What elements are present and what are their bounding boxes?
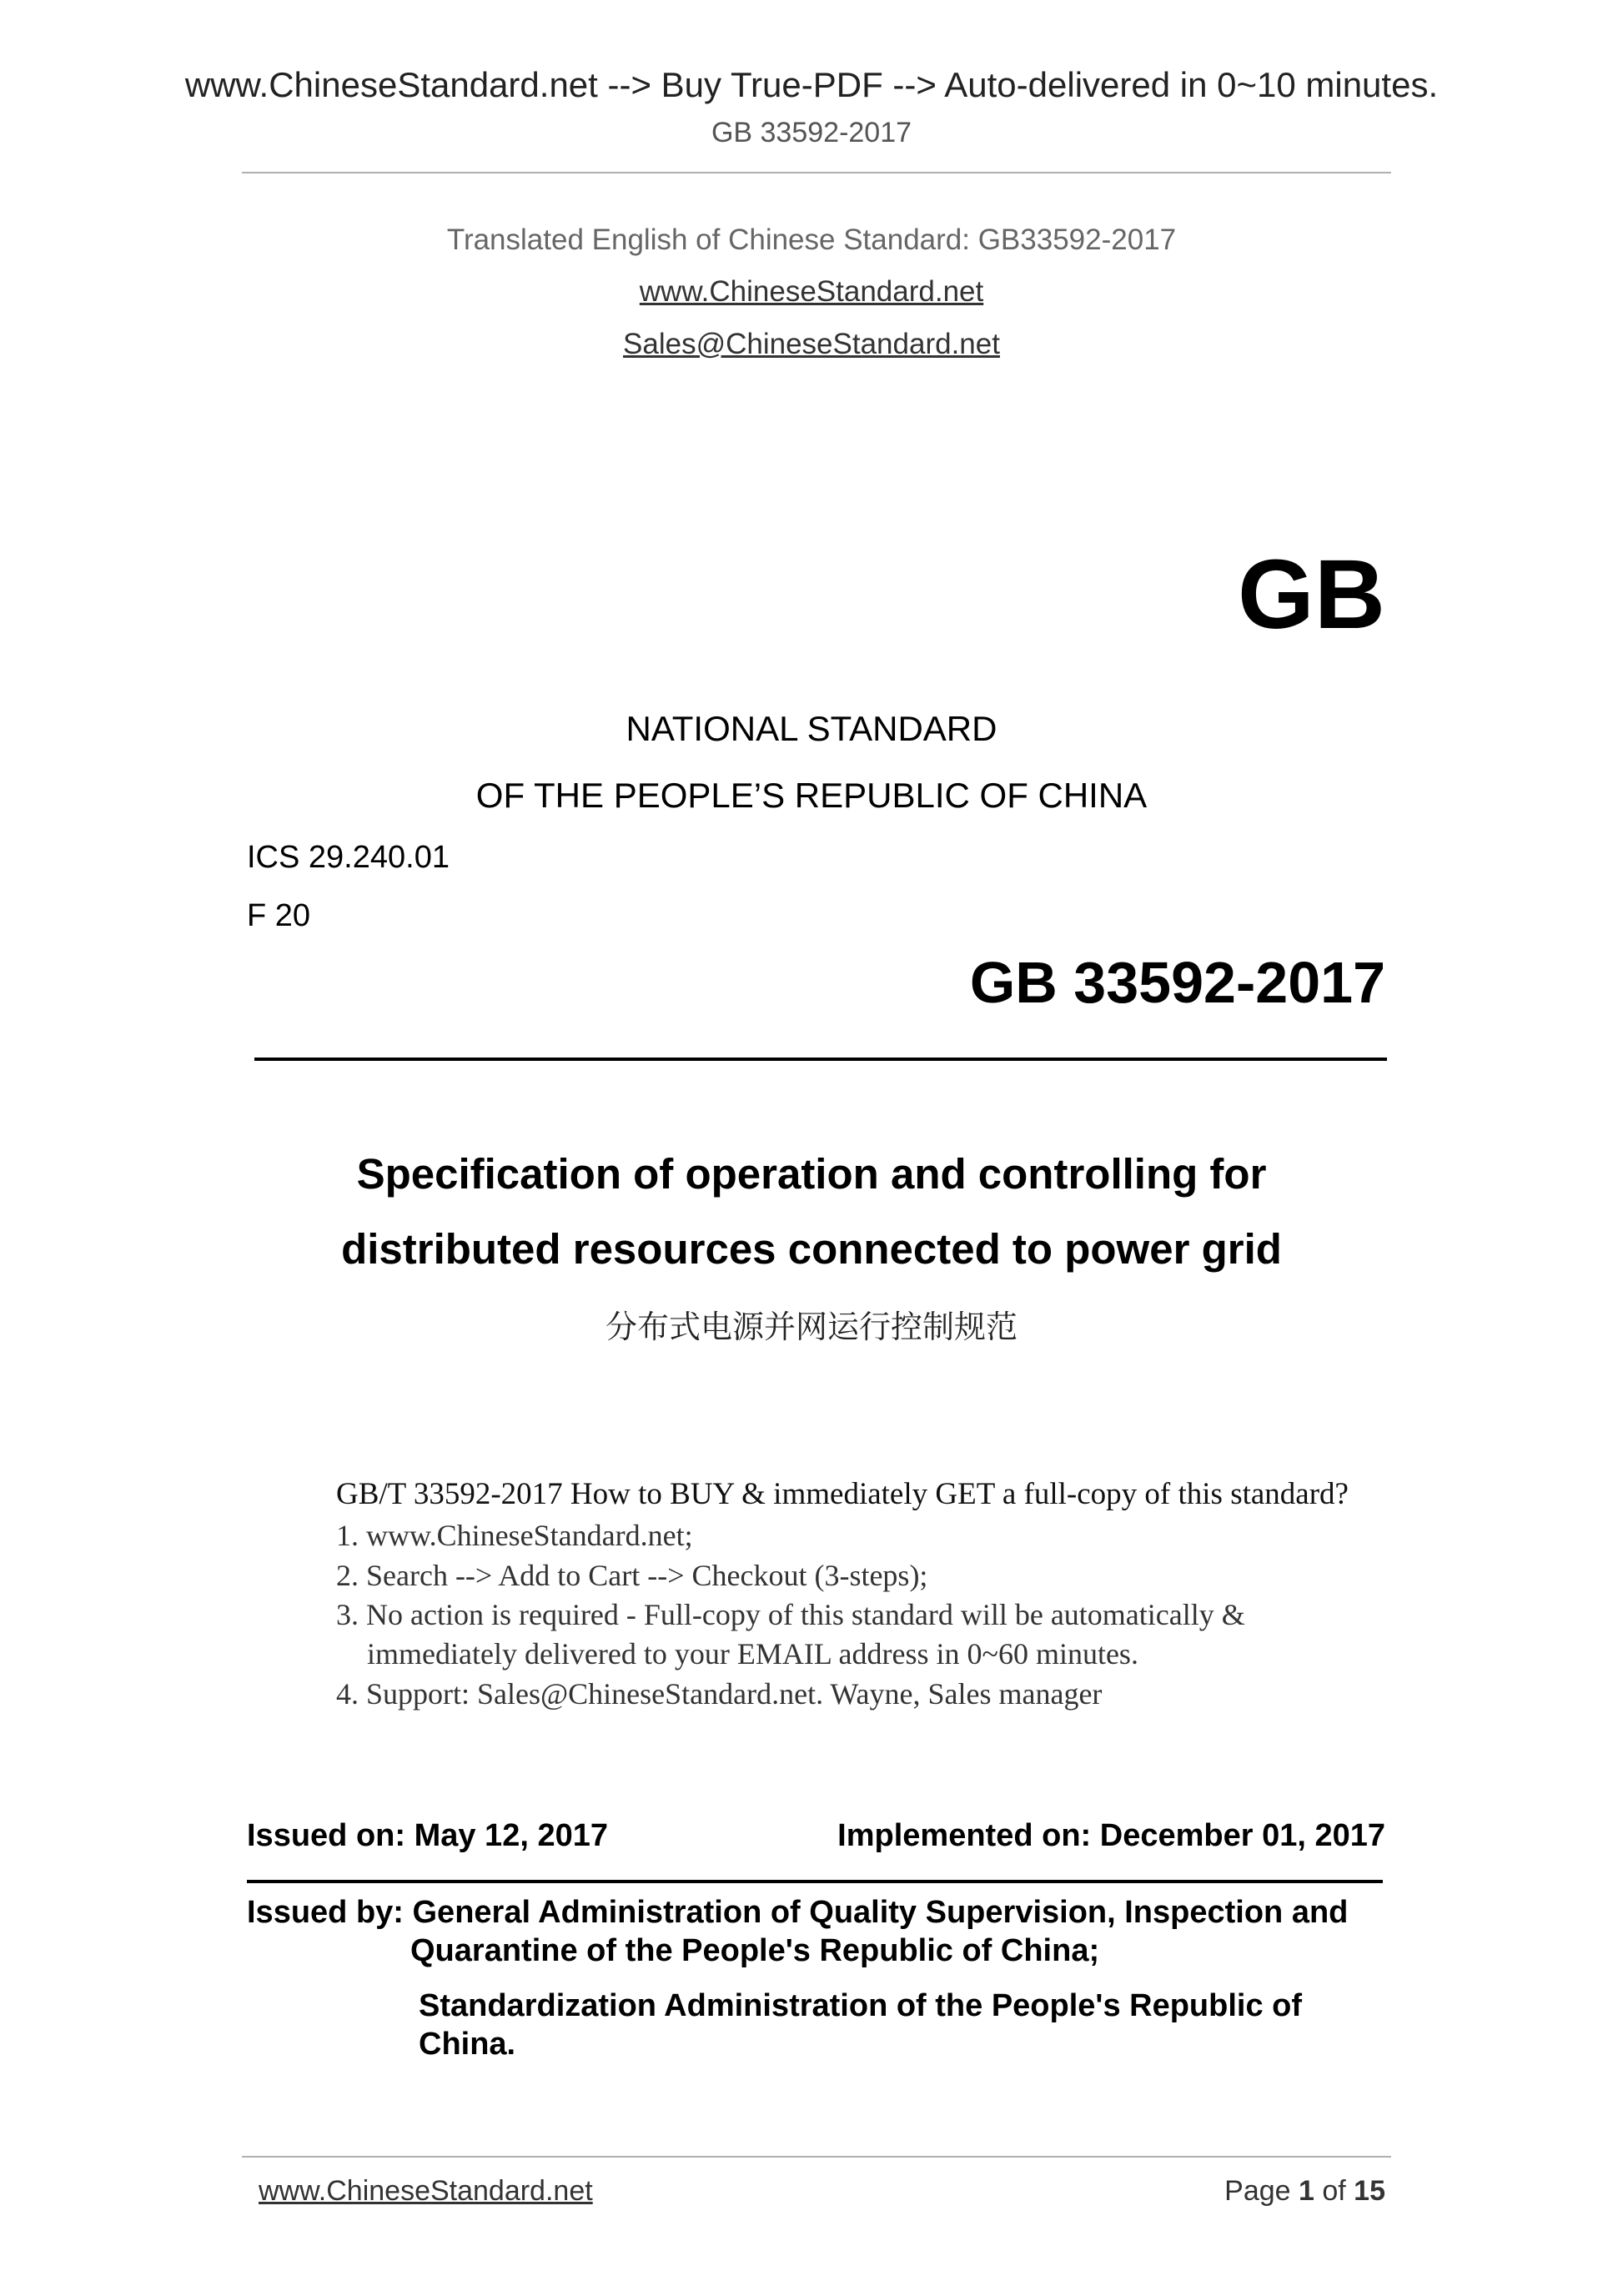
- buy-step-3: 3. No action is required - Full-copy of this standard will be automatically &: [336, 1598, 1245, 1631]
- website-link[interactable]: www.ChineseStandard.net: [639, 275, 984, 308]
- buy-step-3-cont: immediately delivered to your EMAIL address in 0~60 minutes.: [367, 1637, 1138, 1671]
- page-mid: of: [1314, 2175, 1354, 2207]
- email-link-row: [0, 328, 1623, 361]
- issuer-line4: China.: [419, 2027, 516, 2062]
- title-line1: Specification of operation and controlling for: [356, 1150, 1267, 1198]
- title-line2: distributed resources connected to power grid: [341, 1225, 1282, 1273]
- buy-step-4: 4. Support: Sales@ChineseStandard.net. Wayne, Sales manager: [336, 1677, 1103, 1711]
- gb-mark: GB: [1238, 540, 1385, 650]
- national-standard-line2: OF THE PEOPLE’S REPUBLIC OF CHINA: [475, 776, 1148, 815]
- implemented-date: Implemented on: December 01, 2017: [837, 1818, 1385, 1853]
- footer-site-row: [259, 2175, 593, 2208]
- f-code: F 20: [247, 898, 311, 933]
- buy-step-2: 2. Search --> Add to Cart --> Checkout (3-steps);: [336, 1559, 928, 1592]
- translated-note: Translated English of Chinese Standard: GB33592-2017: [446, 224, 1177, 256]
- buy-step-1: 1. www.ChineseStandard.net;: [336, 1519, 693, 1552]
- footer-divider: [242, 2156, 1391, 2158]
- buy-question: GB/T 33592-2017 How to BUY & immediately GET a full-copy of this standard?: [336, 1477, 1349, 1511]
- issuer-divider: [247, 1880, 1383, 1883]
- standard-code: GB 33592-2017: [969, 950, 1385, 1015]
- issuer-line2: Quarantine of the People's Republic of China;: [410, 1933, 1100, 1968]
- header-banner: www.ChineseStandard.net --> Buy True-PDF --> Auto-delivered in 0~10 minutes.: [184, 65, 1439, 104]
- issuer-line3: Standardization Administration of the People's Republic of: [419, 1988, 1303, 2023]
- header-divider: [242, 172, 1391, 173]
- page-number: 1: [1299, 2175, 1314, 2207]
- website-link-row: [0, 275, 1623, 309]
- issuer-line1: Issued by: General Administration of Quality Supervision, Inspection and: [247, 1895, 1349, 1930]
- national-standard-line1: NATIONAL STANDARD: [626, 709, 997, 748]
- issued-date: Issued on: May 12, 2017: [247, 1818, 608, 1853]
- ics-code: ICS 29.240.01: [247, 840, 450, 875]
- title-divider: [254, 1058, 1387, 1061]
- footer-site-link[interactable]: www.ChineseStandard.net: [259, 2175, 593, 2207]
- header-code: GB 33592-2017: [711, 117, 912, 148]
- page-prefix: Page: [1224, 2175, 1299, 2207]
- page-indicator: [1224, 2175, 1385, 2208]
- page-total: 15: [1354, 2175, 1385, 2207]
- title-chinese: 分布式电源并网运行控制规范: [605, 1309, 1018, 1345]
- email-link[interactable]: Sales@ChineseStandard.net: [623, 328, 1000, 360]
